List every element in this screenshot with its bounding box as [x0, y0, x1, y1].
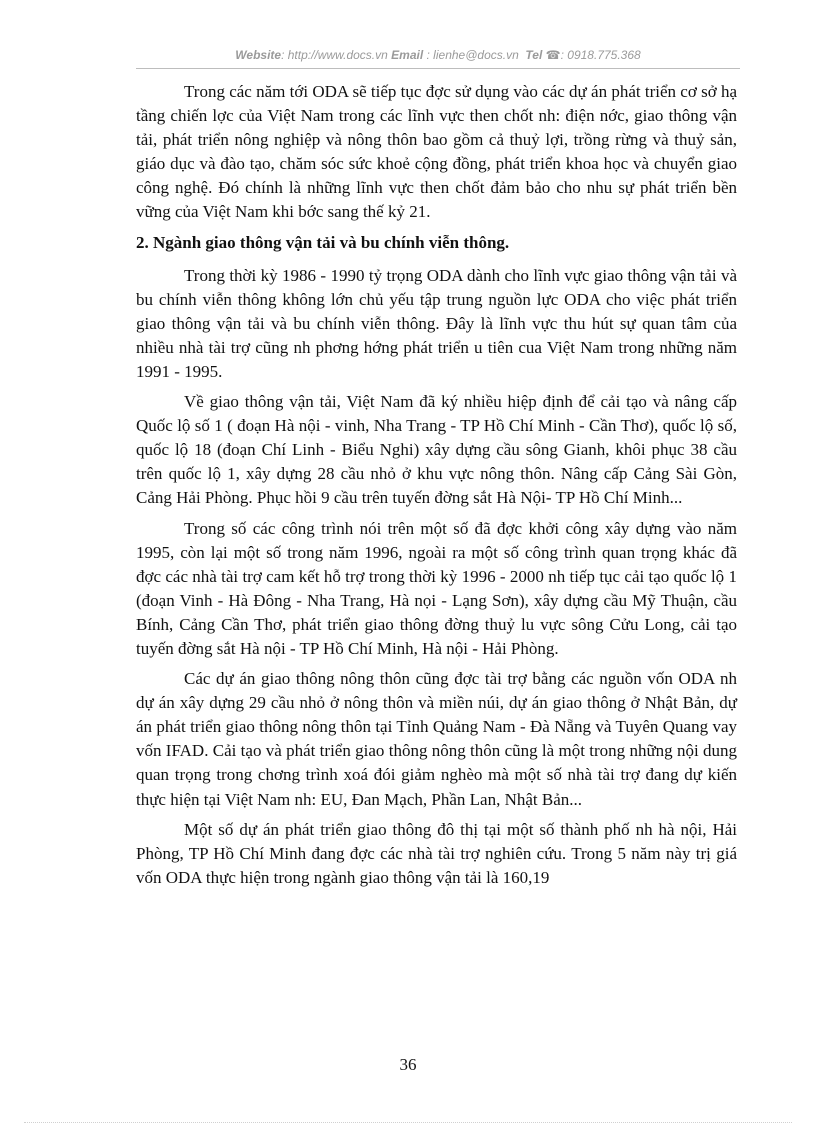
- section-heading: 2. Ngành giao thông vận tải và bu chính viễn thông.: [136, 232, 510, 252]
- tel-value: ☎: 0918.775.368: [545, 48, 641, 62]
- paragraph-urban-transport: Một số dự án phát triển giao thông đô thị tại một số thành phố nh hà nội, Hải Phòng, TP Hồ Chí Minh đang đợc các nhà tài trợ nghiên cứu. Trong 5 năm này trị giá vốn ODA thực hiện trong ngành giao thông vận tải là 160,19: [136, 819, 737, 887]
- email-label: Email: [391, 48, 424, 62]
- paragraph-rural-transport: Các dự án giao thông nông thôn cũng đợc tài trợ bằng các nguồn vốn ODA nh dự án xây dựng 29 cầu nhỏ ở nông thôn và miền núi, dự án giao thông ở Nhật Bản, dự án phát triển giao thông nông thôn tại Tỉnh Quảng Nam - Đà Nẵng và Tuyên Quang vay vốn IFAD. Cải tạo và phát triển giao thông nông thôn cũng là một trong những nội dung quan trọng trong chơng trình xoá đói giảm nghèo mà một số nhà tài trợ đang dự kiến thực hiện tại Việt Nam nh: EU, Đan Mạch, Phần Lan, Nhật Bản...: [136, 669, 737, 809]
- paragraph-oda-future: Trong các năm tới ODA sẽ tiếp tục đợc sử dụng vào các dự án phát triển cơ sở hạ tầng chiến lợc của Việt Nam trong các lĩnh vực then chốt nh: điện nớc, giao thông vận tải, phát triển nông nghiệp và nông thôn bao gồm cả thuỷ lợi, trồng rừng và thuỷ sản, giáo dục và đào tạo, chăm sóc sức khoẻ cộng đồng, phát triển khoa học và chuyển giao công nghệ. Đó chính là những lĩnh vực then chốt đảm bảo cho nhu sự phát triển bền vững của Việt Nam khi bớc sang thế kỷ 21.: [136, 82, 737, 222]
- page-header: [136, 48, 740, 69]
- paragraph-transport-agreements: Về giao thông vận tải, Việt Nam đã ký nhiều hiệp định để cải tạo và nâng cấp Quốc lộ số 1 ( đoạn Hà nội - vinh, Nha Trang - TP Hồ Chí Minh - Cần Thơ), quốc lộ số, quốc lộ 18 (đoạn Chí Linh - Biểu Nghi) xây dựng cầu sông Gianh, khôi phục 38 cầu trên quốc lộ 1, xây dựng 28 cầu nhỏ ở khu vực nông thôn. Nâng cấp Cảng Sài Gòn, Cảng Hải Phòng. Phục hồi 9 cầu trên tuyến đờng sắt Hà Nội- TP Hồ Chí Minh...: [136, 392, 737, 508]
- tel-label: Tel: [525, 48, 543, 62]
- paragraph-1986-1990: Trong thời kỳ 1986 - 1990 tỷ trọng ODA dành cho lĩnh vực giao thông vận tải và bu chính viễn thông không lớn chủ yếu tập trung nguồn lực ODA cho việc phát triển giao thông vận tải và bu chính viễn thông. Đây là lĩnh vực thu hút sự quan tâm của nhiều nhà tài trợ cũng nh phơng hớng phát triển u tiên cua Việt Nam trong những năm 1991 - 1995.: [136, 265, 737, 381]
- website-value: : http://www.docs.vn: [281, 48, 388, 62]
- website-label: Website: [235, 48, 282, 62]
- paragraph-projects-1995: Trong số các công trình nói trên một số đã đợc khởi công xây dựng vào năm 1995, còn lại một số trong năm 1996, ngoài ra một số công trình quan trọng khác đã đợc các nhà tài trợ cam kết hỗ trợ trong thời kỳ 1996 - 2000 nh tiếp tục cải tạo quốc lộ 1 (đoạn Vinh - Hà Đông - Nha Trang, Hà nọi - Lạng Sơn), xây dựng cầu Mỹ Thuận, cầu Bính, Cảng Cần Thơ, phát triển giao thông đờng thuỷ lu vực sông Cửu Long, cải tạo tuyến đờng sắt Hà nội - TP Hồ Chí Minh, Hà nội - Hải Phòng.: [136, 518, 737, 658]
- email-value: : lienhe@docs.vn: [426, 48, 519, 62]
- document-body: [136, 80, 737, 896]
- page-number: 36: [399, 1055, 417, 1074]
